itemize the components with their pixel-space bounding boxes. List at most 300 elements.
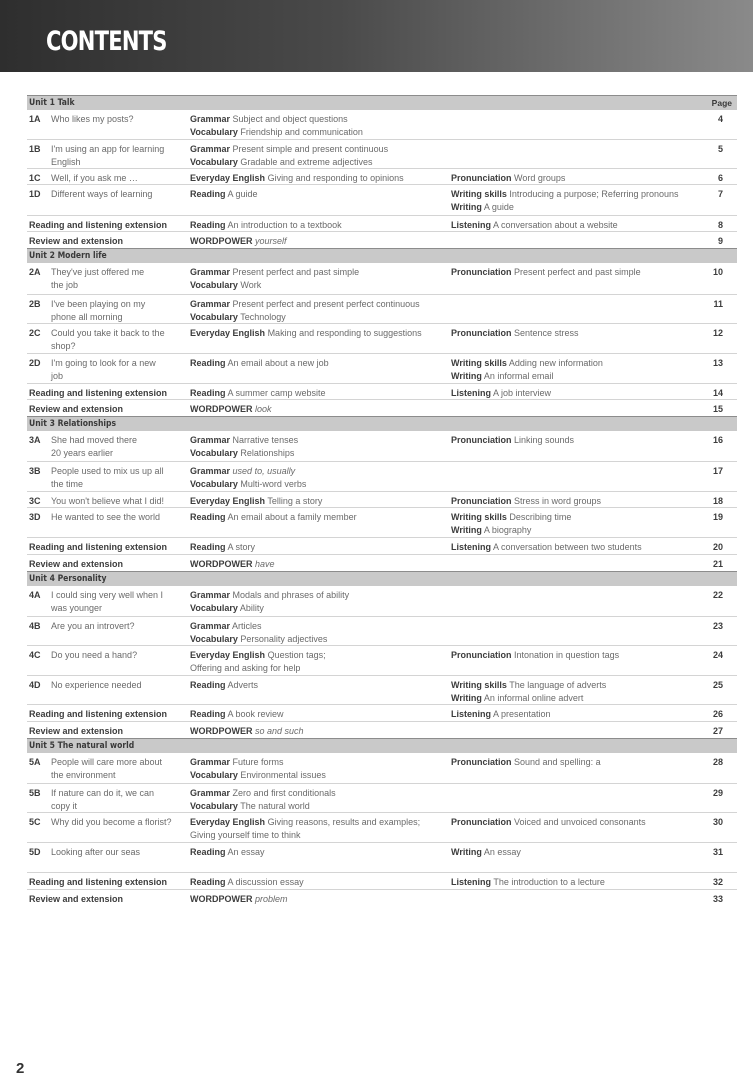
lesson-title [51,756,186,782]
reading-extension-listening [451,876,713,889]
topic-label: Writing [451,847,482,857]
topic-label: Writing [451,202,482,212]
main-topic [190,846,448,859]
lesson-row [27,168,737,184]
lesson-row [27,263,737,294]
topic-text: Adding new information [508,358,603,368]
main-topic [190,649,448,662]
topic-text: Making and responding to suggestions [267,328,422,338]
lesson-page: 16 [712,435,723,445]
lesson-title-line: the environment [51,770,116,780]
topic-text: A job interview [493,388,552,398]
lesson-title-line: If nature can do it, we can [51,788,155,798]
lesson-title [51,649,186,662]
unit-title: Unit 1 Talk [29,98,75,108]
topic-text: Narrative tenses [232,435,299,445]
topic-label: Everyday English [190,496,266,506]
lesson-row [27,491,737,507]
lesson-page: 28 [712,757,723,767]
lesson-title-line: People used to mix us up all [51,466,164,476]
reading-extension-page: 26 [712,709,723,719]
topic-label: Vocabulary [190,127,238,137]
topic-label: Grammar [190,788,231,798]
topic-text: Linking sounds [514,435,575,445]
lesson-page: 19 [712,512,723,522]
lesson-row [27,645,737,675]
lesson-code: 2B [29,299,41,309]
topic-label: Everyday English [190,817,266,827]
main-topic [190,708,448,721]
topic-text: Subject and object questions [232,114,348,124]
topic-text: An informal online advert [483,693,584,703]
topic-text: Environmental issues [240,770,326,780]
lesson-title-line: shop? [51,341,76,351]
review-title: Review and extension [29,559,124,569]
lesson-title-line: the time [51,479,84,489]
topic-text: An introduction to a textbook [227,220,342,230]
review-title: Review and extension [29,236,124,246]
topic-label: Pronunciation [451,173,512,183]
unit-header [27,248,737,263]
lesson-row [27,586,737,616]
lesson-page: 13 [712,358,723,368]
lesson-title-line: the job [51,280,79,290]
lesson-main-topics [190,434,448,460]
topic-text: used to, usually [232,466,296,476]
main-topic [190,589,448,602]
lesson-title-line: Who likes my posts? [51,114,134,124]
lesson-main-topics [190,266,448,292]
lesson-title [51,816,186,829]
topic-text: Personality adjectives [240,634,328,644]
lesson-title-line: copy it [51,801,78,811]
topic-text: A conversation about a website [493,220,618,230]
reading-extension-page: 8 [717,220,723,230]
main-topic [190,876,448,889]
lesson-title [51,327,186,353]
lesson-skills [451,679,713,705]
topic-label: Reading [190,847,226,857]
topic-text: Offering and asking for help [190,663,301,673]
topic-text: Word groups [514,173,566,183]
lesson-skills [451,266,713,279]
skill-topic [451,541,713,554]
lesson-title [51,298,186,324]
topic-text: A book review [227,709,284,719]
wordpower [190,558,448,571]
topic-text: The introduction to a lecture [493,877,605,887]
topic-label: Listening [451,877,491,887]
reading-extension-page: 20 [712,542,723,552]
lesson-main-topics [190,188,448,201]
skill-topic [451,201,713,214]
lesson-code: 2D [29,358,41,368]
topic-label: Writing skills [451,358,507,368]
topic-text: Future forms [232,757,284,767]
main-topic [190,266,448,279]
lesson-title-line: People will care more about [51,757,163,767]
lesson-row [27,139,737,168]
lesson-main-topics [190,679,448,692]
lesson-code: 5D [29,847,41,857]
lesson-skills [451,846,713,859]
lesson-page: 17 [712,466,723,476]
topic-text: An email about a family member [227,512,357,522]
topic-text: Zero and first conditionals [232,788,336,798]
lesson-page: 29 [712,788,723,798]
reading-extension-row [27,383,737,399]
wordpower [190,235,448,248]
topic-text: Introducing a purpose; Referring pronouns [509,189,679,199]
lesson-title-line: I'm using an app for learning [51,144,165,154]
topic-text: Articles [232,621,262,631]
lesson-main-topics [190,511,448,524]
topic-text: Intonation in question tags [514,650,620,660]
lesson-page: 12 [712,328,723,338]
skill-topic [451,524,713,537]
lesson-code: 4A [29,590,41,600]
reading-extension-row [27,872,737,889]
main-topic [190,787,448,800]
main-topic [190,679,448,692]
topic-text: Friendship and communication [240,127,363,137]
lesson-title-line: Looking after our seas [51,847,141,857]
lesson-row [27,461,737,491]
topic-text: Giving and responding to opinions [267,173,404,183]
unit-header [27,571,737,586]
skill-topic [451,756,713,769]
lesson-page: 31 [712,847,723,857]
review-page: 15 [712,404,723,414]
lesson-code: 1B [29,144,41,154]
topic-label: Listening [451,709,491,719]
wordpower-label: WORDPOWER [190,894,253,904]
topic-text: The language of adverts [509,680,607,690]
topic-text: A discussion essay [227,877,304,887]
review-row [27,231,737,248]
lesson-page: 4 [717,114,723,124]
topic-label: Pronunciation [451,496,512,506]
lesson-title [51,188,186,201]
lesson-title [51,679,186,692]
lesson-title [51,465,186,491]
topic-text: A summer camp website [227,388,326,398]
lesson-main-topics [190,620,448,646]
topic-label: Reading [190,709,226,719]
topic-label: Pronunciation [451,757,512,767]
wordpower-word: problem [255,894,288,904]
reading-extension-title: Reading and listening extension [29,542,168,552]
lesson-page: 10 [712,267,723,277]
topic-label: Grammar [190,466,231,476]
lesson-title-line: They've just offered me [51,267,145,277]
skill-topic [451,846,713,859]
topic-label: Writing [451,371,482,381]
topic-text: A guide [227,189,258,199]
lesson-main-topics [190,589,448,615]
wordpower-label: WORDPOWER [190,559,253,569]
main-topic [190,662,448,675]
main-topic [190,327,448,340]
lesson-skills [451,188,713,214]
skill-topic [451,357,713,370]
topic-text: Relationships [240,448,295,458]
topic-label: Vocabulary [190,479,238,489]
topic-text: Telling a story [267,496,323,506]
lesson-title-line: Different ways of learning [51,189,153,199]
unit-title: Unit 4 Personality [29,574,107,584]
main-topic [190,126,448,139]
review-title: Review and extension [29,894,124,904]
lesson-code: 1C [29,173,41,183]
topic-label: Pronunciation [451,650,512,660]
topic-text: Question tags; [267,650,326,660]
lesson-title [51,589,186,615]
lesson-title [51,787,186,813]
review-page: 9 [717,236,723,246]
lesson-skills [451,327,713,340]
main-topic [190,279,448,292]
review-title: Review and extension [29,726,124,736]
lesson-code: 1A [29,114,41,124]
lesson-page: 5 [717,144,723,154]
lesson-title [51,434,186,460]
lesson-page: 11 [713,299,723,309]
topic-label: Vocabulary [190,603,238,613]
topic-label: Listening [451,542,491,552]
lesson-title-line: Could you take it back to the [51,328,165,338]
skill-topic [451,679,713,692]
topic-text: A presentation [493,709,551,719]
reading-extension-main [190,708,448,721]
lesson-skills [451,511,713,537]
lesson-skills [451,816,713,829]
topic-text: Modals and phrases of ability [232,590,350,600]
lesson-main-topics [190,846,448,859]
topic-text: The natural world [240,801,310,811]
main-topic [190,357,448,370]
page-column-label: Page [711,98,732,108]
reading-extension-row [27,215,737,231]
reading-extension-row [27,537,737,554]
lesson-title-line: job [51,371,64,381]
lesson-main-topics [190,816,448,842]
lesson-title [51,143,186,169]
topic-text: An essay [227,847,265,857]
reading-extension-main [190,541,448,554]
topic-text: Adverts [227,680,259,690]
topic-text: Present perfect and past simple [232,267,360,277]
main-topic [190,434,448,447]
lesson-main-topics [190,787,448,813]
wordpower-word: yourself [255,236,287,246]
lesson-title [51,511,186,524]
main-topic [190,447,448,460]
lesson-page: 30 [712,817,723,827]
skill-topic [451,188,713,201]
unit-header [27,95,737,110]
page-number: 2 [16,1060,25,1077]
topic-label: Writing skills [451,189,507,199]
topic-label: Pronunciation [451,267,512,277]
lesson-page: 18 [712,496,723,506]
lesson-row [27,110,737,139]
topic-text: An essay [483,847,521,857]
unit-header [27,738,737,753]
topic-label: Reading [190,512,226,522]
topic-label: Writing [451,525,482,535]
lesson-page: 23 [712,621,723,631]
topic-text: Multi-word verbs [240,479,307,489]
topic-text: Work [240,280,262,290]
lesson-title [51,266,186,292]
topic-label: Vocabulary [190,801,238,811]
topic-label: Vocabulary [190,448,238,458]
page-title: CONTENTS [46,26,167,57]
topic-label: Reading [190,189,226,199]
lesson-row [27,294,737,323]
reading-extension-page: 32 [712,877,723,887]
lesson-title-line: phone all morning [51,312,123,322]
unit-title: Unit 2 Modern life [29,251,107,261]
lesson-page: 6 [717,173,723,183]
lesson-title-line: Do you need a hand? [51,650,138,660]
lesson-skills [451,357,713,383]
topic-text: Sound and spelling: a [514,757,601,767]
skill-topic [451,876,713,889]
lesson-title-line: English [51,157,81,167]
topic-label: Writing skills [451,680,507,690]
lesson-code: 4C [29,650,41,660]
review-page: 27 [712,726,723,736]
lesson-skills [451,649,713,662]
topic-label: Listening [451,220,491,230]
main-topic [190,188,448,201]
lesson-code: 4D [29,680,41,690]
topic-text: Ability [239,603,264,613]
lesson-row [27,431,737,461]
main-topic [190,541,448,554]
topic-label: Listening [451,388,491,398]
lesson-row [27,616,737,645]
lesson-code: 3C [29,496,41,506]
topic-text: A story [227,542,256,552]
lesson-title-line: She had moved there [51,435,138,445]
review-row [27,399,737,416]
topic-label: Grammar [190,757,231,767]
topic-text: An email about a new job [227,358,329,368]
lesson-main-topics [190,298,448,324]
lesson-title-line: was younger [51,603,103,613]
lesson-title [51,357,186,383]
lesson-title-line: I'm going to look for a new [51,358,156,368]
lesson-main-topics [190,357,448,370]
skill-topic [451,266,713,279]
wordpower [190,893,448,906]
lesson-title-line: I've been playing on my [51,299,146,309]
lesson-title [51,113,186,126]
topic-label: Pronunciation [451,328,512,338]
reading-extension-main [190,876,448,889]
skill-topic [451,370,713,383]
lesson-code: 3B [29,466,41,476]
review-page: 33 [712,894,723,904]
lesson-main-topics [190,756,448,782]
skill-topic [451,511,713,524]
topic-label: Reading [190,680,226,690]
topic-label: Reading [190,220,226,230]
topic-label: Reading [190,388,226,398]
lesson-code: 5B [29,788,41,798]
lesson-title-line: 20 years earlier [51,448,114,458]
lesson-row [27,353,737,383]
main-topic [190,511,448,524]
lesson-skills [451,756,713,769]
lesson-title-line: Why did you become a florist? [51,817,172,827]
main-topic [190,465,448,478]
reading-extension-title: Reading and listening extension [29,709,168,719]
topic-text: Technology [240,312,286,322]
topic-text: Sentence stress [514,328,579,338]
topic-text: Describing time [509,512,572,522]
topic-text: Gradable and extreme adjectives [240,157,373,167]
lesson-code: 5C [29,817,41,827]
skill-topic [451,434,713,447]
lesson-title-line: No experience needed [51,680,142,690]
lesson-title [51,846,186,859]
wordpower [190,725,448,738]
topic-label: Pronunciation [451,435,512,445]
topic-label: Pronunciation [451,817,512,827]
topic-label: Grammar [190,144,231,154]
lesson-title [51,620,186,633]
lesson-row [27,812,737,842]
lesson-row [27,507,737,537]
review-row [27,889,737,905]
topic-label: Vocabulary [190,280,238,290]
main-topic [190,769,448,782]
lesson-row [27,842,737,872]
topic-label: Vocabulary [190,312,238,322]
topic-label: Reading [190,877,226,887]
review-title: Review and extension [29,404,124,414]
topic-text: Stress in word groups [514,496,602,506]
lesson-code: 5A [29,757,41,767]
lesson-page: 22 [712,590,723,600]
unit-title: Unit 5 The natural world [29,741,135,751]
review-row [27,721,737,738]
lesson-title-line: Are you an introvert? [51,621,135,631]
review-row [27,554,737,571]
main-topic [190,478,448,491]
reading-extension-page: 14 [712,388,723,398]
main-topic [190,113,448,126]
lesson-code: 2C [29,328,41,338]
topic-label: Grammar [190,621,231,631]
topic-label: Reading [190,358,226,368]
topic-label: Everyday English [190,328,266,338]
contents-table [27,95,737,905]
lesson-row [27,184,737,215]
lesson-main-topics [190,465,448,491]
topic-text: Present simple and present continuous [232,144,389,154]
wordpower [190,403,448,416]
main-topic [190,816,448,829]
topic-label: Vocabulary [190,770,238,780]
wordpower-word: look [255,404,272,414]
topic-label: Everyday English [190,650,266,660]
reading-extension-title: Reading and listening extension [29,388,168,398]
